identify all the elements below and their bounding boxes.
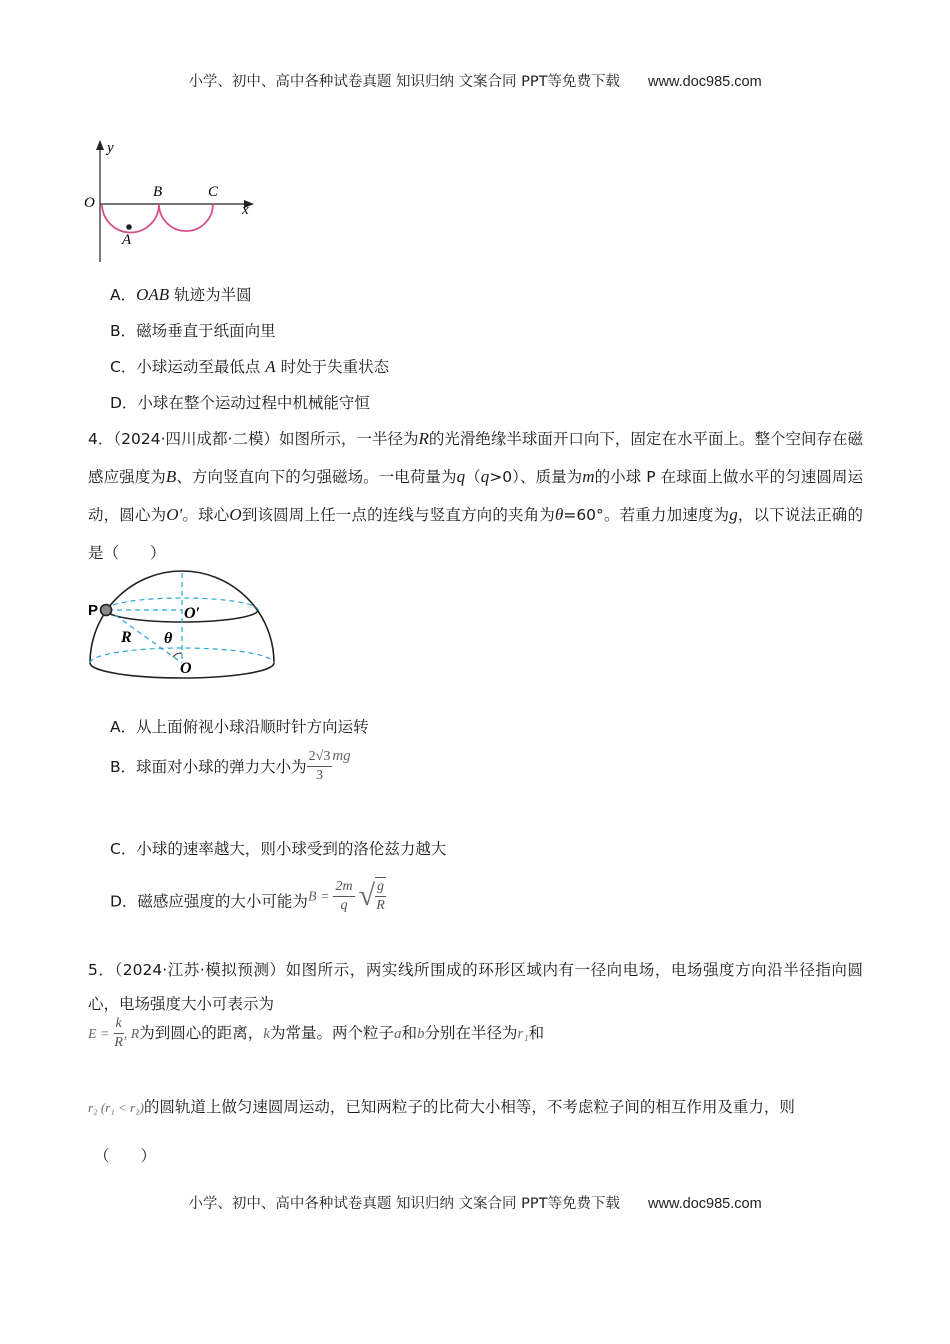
q4-text: （	[465, 468, 481, 486]
question-5-blank: （ ）	[94, 1147, 157, 1165]
arc-bc	[159, 204, 213, 231]
q4-text: =60°。若重力加速度为	[563, 506, 730, 524]
y-label: y	[107, 140, 114, 156]
fraction-denominator: 3	[315, 768, 323, 783]
var-o-prime: O′	[166, 505, 183, 524]
q4-text: >0）、质量为	[489, 468, 583, 486]
fraction-2m-over-q	[333, 878, 354, 915]
q5-number: 5．	[88, 961, 115, 979]
var-o: O	[229, 505, 242, 524]
option-d: D．小球在整个运动过程中机械能守恒	[110, 394, 370, 412]
q4-text: 如图所示，一半径为	[278, 430, 419, 448]
var-q: q	[480, 467, 490, 486]
fraction-numerator: 2√3	[307, 748, 333, 767]
fraction-numerator: 2m	[333, 878, 354, 897]
option-c-prefix: C．小球运动至最低点	[110, 358, 266, 376]
b-equals: B =	[307, 889, 330, 905]
q5-source: （2024·江苏·模拟预测）	[114, 961, 286, 979]
q5-text: 和	[401, 1024, 417, 1042]
c-label: C	[208, 184, 219, 200]
var-a: a	[393, 1026, 402, 1042]
page-footer	[0, 1192, 950, 1213]
question-5-line3	[88, 1090, 868, 1125]
q4-text: 的小球 P 在球面上做水平的匀速圆周运动，圆心为	[88, 468, 863, 524]
q5-text: 为到圆心的距离，	[139, 1024, 264, 1042]
option-a-var: OAB	[136, 285, 170, 304]
q4-text: 的光滑绝缘半球面开口向下，固定在水平面上。整个空间存在磁感应强度为	[88, 430, 863, 486]
fraction-denominator: R	[376, 898, 385, 913]
theta-label: θ	[164, 630, 173, 647]
var-b: B	[165, 467, 177, 486]
var-r: R	[418, 429, 429, 448]
q4-source: （2024·四川成都·二模）	[113, 430, 279, 448]
q5-text: 分别在半径为	[424, 1024, 518, 1042]
var-r1: r₁	[517, 1026, 529, 1042]
r-label: R	[121, 629, 132, 646]
q5-text: 为常量。两个粒子	[269, 1024, 394, 1042]
y-axis-arrow	[96, 140, 104, 150]
option-c	[110, 355, 389, 377]
sqrt-sign: √	[358, 879, 376, 912]
q4-text: 到该圆周上任一点的连线与竖直方向的夹角为	[241, 506, 555, 524]
o-prime-label: O′	[184, 605, 201, 622]
option-c-var: A	[265, 357, 276, 376]
fraction-denominator: R	[114, 1035, 123, 1050]
q4-option-d-prefix: D．磁感应强度的大小可能为	[110, 892, 308, 911]
q5-text: 的圆轨道上做匀速圆周运动，已知两粒子的比荷大小相等，不考虑粒子间的相互作用及重力，则	[143, 1098, 795, 1116]
ball-p	[101, 605, 112, 616]
var-k: k	[263, 1026, 270, 1042]
fraction-k-over-r	[114, 1015, 124, 1052]
mg-term: mg	[332, 748, 351, 764]
q4-text: 、方向竖直向下的匀强磁场。一电荷量为	[176, 468, 457, 486]
header-url: www.doc985.com	[648, 74, 762, 90]
p-label: P	[88, 602, 99, 619]
fraction-numerator: k	[114, 1015, 124, 1034]
q5-text: 如图所示，两实线所围成的环形区域内有一径向电场，电场强度方向沿半径指向圆心，电场强度大小可表示为	[88, 961, 863, 1013]
fraction-2root3-over-3	[307, 748, 333, 785]
fraction-g-over-r	[375, 877, 386, 915]
option-c-text: 时处于失重状态	[275, 358, 390, 376]
o-center-label: O	[180, 660, 192, 677]
q4-text: 。球心	[182, 506, 230, 524]
var-m: m	[582, 467, 595, 486]
footer-text: 小学、初中、高中各种试卷真题 知识归纳 文案合同 PPT等免费下载	[188, 1196, 621, 1212]
var-b: b	[417, 1026, 425, 1042]
trajectory-figure	[80, 138, 270, 266]
var-r2-condition: r₂ (r₁ < r₂)	[88, 1100, 144, 1115]
b-label: B	[153, 184, 163, 200]
hemisphere-figure	[84, 570, 284, 685]
option-b: B．磁场垂直于纸面向里	[110, 322, 276, 340]
header-text: 小学、初中、高中各种试卷真题 知识归纳 文案合同 PPT等免费下载	[188, 74, 621, 90]
fraction-denominator: q	[340, 897, 348, 913]
q4-option-c: C．小球的速率越大，则小球受到的洛伦兹力越大	[110, 840, 447, 858]
option-a-prefix: A．	[110, 286, 137, 304]
q5-text: 和	[528, 1024, 545, 1042]
option-a-text: 轨迹为半圆	[169, 286, 252, 304]
var-g: g	[729, 505, 738, 524]
x-label: x	[242, 202, 249, 218]
var-theta: θ	[554, 505, 564, 524]
q4-option-a: A．从上面俯视小球沿顺时针方向运转	[110, 718, 369, 736]
theta-arc	[173, 653, 182, 657]
page-header	[0, 70, 950, 91]
q4-text: ，以下说法正确的是（ ）	[88, 506, 863, 562]
fraction-numerator: g	[375, 878, 386, 897]
a-label: A	[122, 232, 132, 248]
var-q: q	[456, 467, 466, 486]
e-equals: E =	[88, 1027, 110, 1042]
q4-option-b-prefix: B．球面对小球的弹力大小为	[110, 758, 307, 776]
q4-number: 4．	[88, 430, 114, 448]
o-label: O	[84, 195, 95, 211]
point-a-dot	[126, 224, 132, 230]
question-4	[88, 420, 863, 572]
footer-url: www.doc985.com	[648, 1196, 762, 1212]
q4-option-d	[110, 877, 386, 915]
q4-option-b	[110, 748, 351, 785]
r-term: , R	[123, 1027, 140, 1042]
option-a	[110, 283, 252, 305]
question-5-line2	[88, 1000, 868, 1068]
